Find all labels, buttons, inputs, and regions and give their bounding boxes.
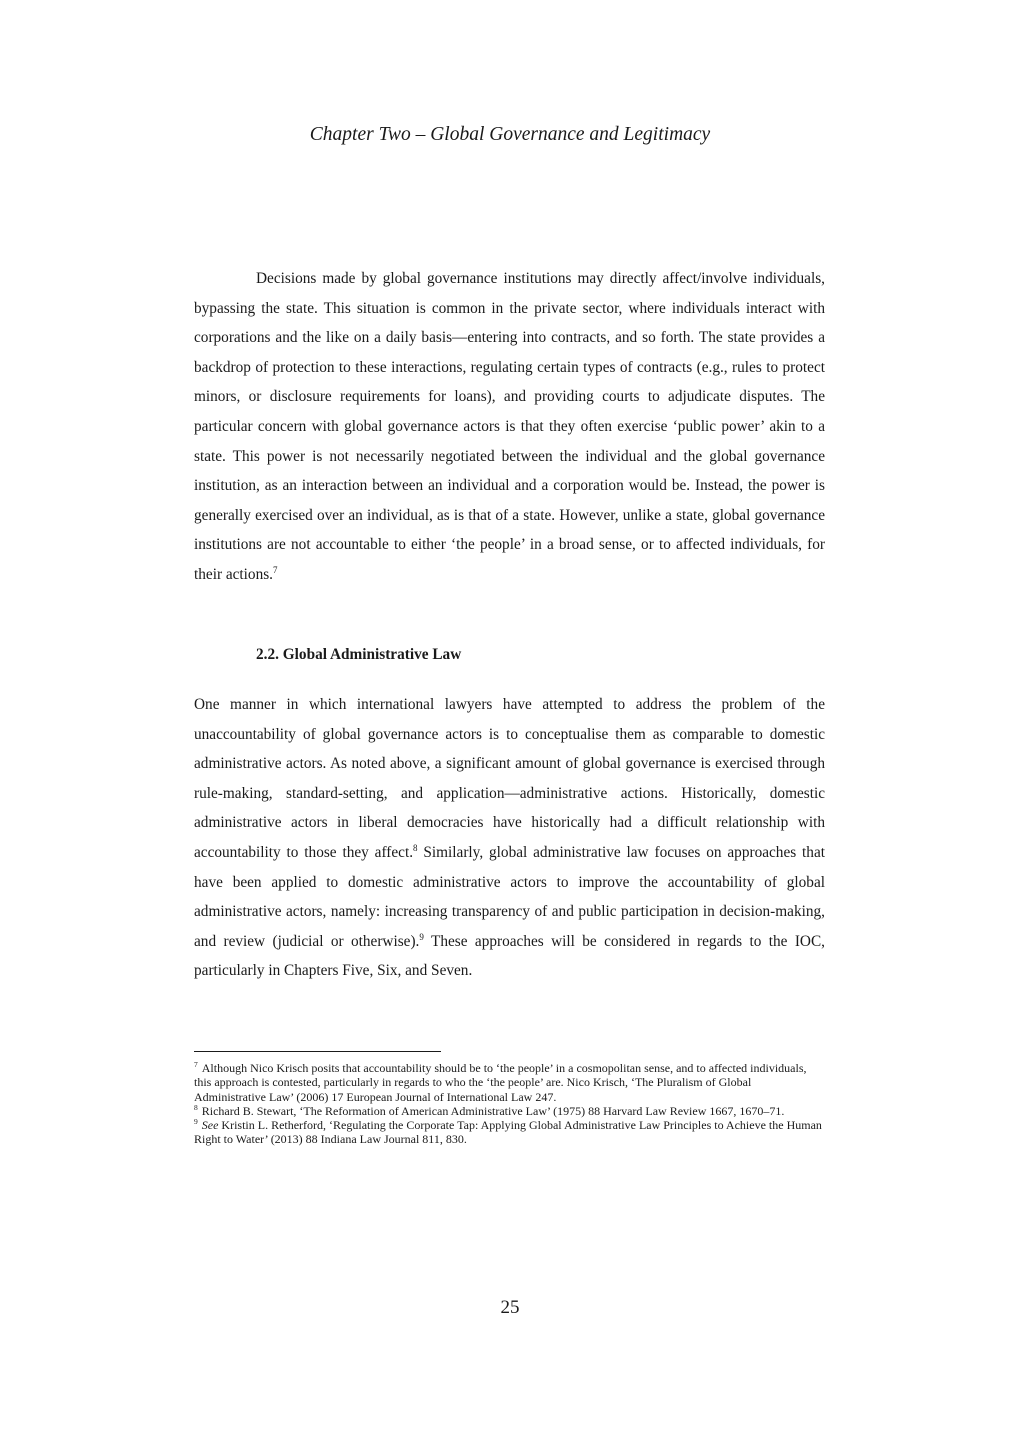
footnote-number: 7 (194, 1060, 198, 1069)
footnote (194, 1118, 825, 1147)
footnote-signal: See (201, 1118, 219, 1133)
paragraph-text: These approaches will be considered in regards to the IOC, particularly in Chapters Five, Six, and Seven. (194, 932, 825, 980)
footnote (194, 1104, 825, 1118)
body-paragraph (194, 264, 825, 590)
page-number: 25 (500, 1297, 520, 1318)
footnote-text: Kristin L. Retherford, ‘Regulating the Corporate Tap: Applying Global Administrative Law Principles to Achieve the Human Right to Water’ (2013) 88 Indiana Law Journal 811, 830. (194, 1118, 822, 1147)
footnote-number: 8 (194, 1102, 198, 1112)
paragraph-text: Decisions made by global governance institutions may directly affect/involve individuals, bypassing the state. This situation is common in the private sector, where individuals interact with corporations and the like on a daily basis—entering into contracts, and so forth. The state provides a backdrop of protection to these interactions, regulating certain types of contracts (e.g., rules to protect minors, or disclosure requirements for loans), and providing courts to adjudicate disputes. The particular concern with global governance actors is that they often exercise ‘public power’ akin to a state. This power is not necessarily negotiated between the individual and the global governance institution, as an interaction between an individual and a corporation would be. Instead, the power is generally exercised over an individual, as is that of a state. However, unlike a state, global governance institutions are not accountable to either ‘the people’ in a broad sense, or to affected individuals, for their actions. (194, 270, 825, 583)
footnote-text: Richard B. Stewart, ‘The Reformation of American Administrative Law’ (1975) 88 Harvard Law Review 1667, 1670–71. (201, 1103, 785, 1118)
running-header: Chapter Two – Global Governance and Legitimacy (309, 124, 711, 145)
footnotes (194, 1061, 825, 1147)
section-heading: 2.2. Global Administrative Law (256, 646, 462, 663)
footnote-number: 9 (194, 1117, 198, 1127)
paragraph-text: One manner in which international lawyers have attempted to address the problem of the unaccountability of global governance actors is to conceptualise them as comparable to domestic administrative actors. As noted above, a significant amount of global governance is exercised through rule-making, standard-setting, and application—administrative actions. Historically, domestic administrative actors in liberal democracies have historically had a difficult relationship with accountability to those they affect. (194, 696, 825, 861)
footnote (194, 1061, 825, 1104)
footnote-reference[interactable]: 7 (273, 564, 278, 575)
body-paragraph (194, 690, 825, 986)
footnote-reference[interactable]: 8 (413, 842, 418, 853)
footnote-separator (194, 1051, 441, 1052)
paragraph-text: Similarly, global administrative law focuses on approaches that have been applied to domestic administrative actors to improve the accountability of global administrative actors, namely: increasing transparency of and public participation in decision-making, and review (judicial or otherwise). (194, 843, 825, 950)
footnote-text: Although Nico Krisch posits that accountability should be to ‘the people’ in a cosmopolitan sense, and to affected individuals, this approach is contested, particularly in regards to who the ‘the people’ are. Nico Krisch, ‘The Pluralism of Global Administrative Law’ (2006) 17 European Journal of International Law 247. (194, 1061, 807, 1104)
footnote-reference[interactable]: 9 (419, 931, 424, 942)
